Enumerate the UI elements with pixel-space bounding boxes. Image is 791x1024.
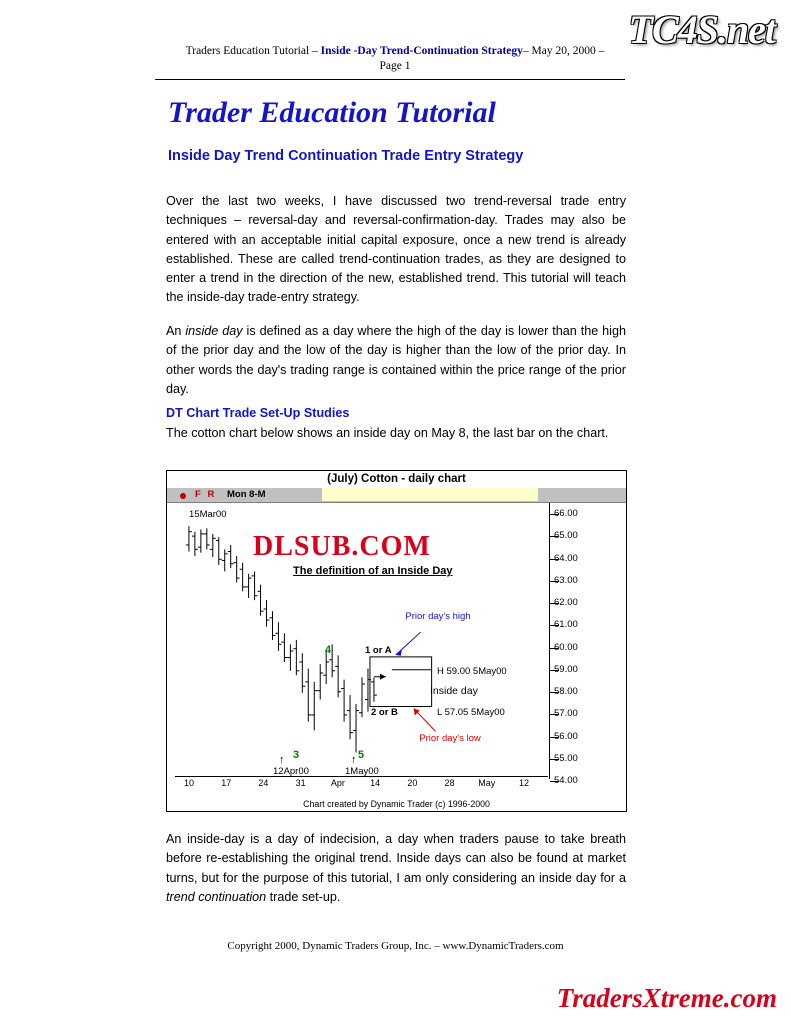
date-label-12apr00: 12Apr00 [273, 766, 309, 777]
header-divider [155, 79, 625, 80]
x-axis-tick: 20 [407, 778, 418, 788]
wave-label-3: 3 [293, 749, 300, 761]
chart-annotation-title: The definition of an Inside Day [293, 565, 453, 577]
watermark-top-right: TC4S.net [628, 7, 775, 52]
callout-low-value: L 57.05 5May00 [437, 707, 505, 718]
wave-label-1-or-a: 1 or A [365, 645, 392, 656]
paragraph-conclusion [166, 830, 626, 907]
wave-label-5: 5 [358, 749, 365, 761]
definition-rest: is defined as a day where the high of the day is lower than the high of the prior day and the low of the day is higher than the low of the prior day. In other words the day's trading range is contained within the price range of the prior day. [166, 324, 626, 396]
callout-inside-day: Inside day [430, 685, 478, 697]
chart-body [167, 503, 626, 811]
chart-date-readout: Mon 8-M [227, 489, 266, 500]
x-axis-tick: May [478, 778, 496, 788]
y-axis-tick: 57.00 [550, 708, 626, 719]
chart-title: (July) Cotton - daily chart [167, 471, 626, 489]
arrow-up-icon-apr: ↑ [279, 754, 285, 766]
paragraph-chart-intro: The cotton chart below shows an inside day on May 8, the last bar on the chart. [166, 426, 609, 440]
wave-label-2-or-b: 2 or B [371, 707, 398, 718]
arrow-up-icon-may: ↑ [351, 754, 357, 766]
header-emphasis: Inside -Day Trend-Continuation Strategy [320, 45, 523, 57]
chart-y-axis [549, 503, 626, 786]
definition-lead: An [166, 324, 186, 338]
chart-toolbar[interactable] [167, 488, 626, 503]
x-axis-tick: 10 [183, 778, 195, 788]
y-axis-tick: 64.00 [550, 553, 626, 564]
callout-prior-day-low: Prior day's low [419, 733, 481, 744]
chart-quote-field [322, 488, 538, 501]
y-axis-tick: 63.00 [550, 575, 626, 586]
y-axis-tick: 66.00 [550, 508, 626, 519]
chart-flag-label: F R [195, 489, 217, 500]
x-axis-tick: 24 [258, 778, 269, 788]
chart-x-axis [175, 776, 548, 789]
paragraph-definition [166, 322, 626, 399]
copyright-notice: Copyright 2000, Dynamic Traders Group, Inc. – www.DynamicTraders.com [227, 940, 564, 952]
date-label-15mar00: 15Mar00 [189, 509, 227, 520]
header-page-number: Page 1 [379, 60, 411, 72]
chart-plot-area [175, 503, 548, 779]
y-axis-tick: 55.00 [550, 753, 626, 764]
x-axis-tick: 17 [221, 778, 232, 788]
callout-high-value: H 59.00 5May00 [437, 666, 507, 677]
watermark-bottom-right: TradersXtreme.com [556, 983, 777, 1013]
y-axis-tick: 54.00 [550, 775, 626, 786]
record-dot-icon [180, 493, 186, 499]
conclusion-emphasis: trend continuation [166, 889, 267, 904]
page-title: Trader Education Tutorial [168, 96, 496, 129]
y-axis-tick: 61.00 [550, 619, 626, 630]
x-axis-tick: 14 [370, 778, 381, 788]
conclusion-part-b: trade set-up. [266, 889, 341, 904]
y-axis-tick: 56.00 [550, 731, 626, 742]
header-prefix: Traders Education Tutorial – [185, 45, 321, 57]
y-axis-tick: 62.00 [550, 597, 626, 608]
date-label-1may00: 1May00 [345, 766, 379, 777]
x-axis-tick: 28 [444, 778, 455, 788]
paragraph-intro: Over the last two weeks, I have discussed two trend-reversal trade entry techniques – reversal-day and reversal-confirmation-day. Trades may also be entered with an acceptable initial capital exposure, once a new trend is already established. These are called trend-continuation trades, as they are designed to enter a trend in the direction of the new, established trend. This tutorial will teach the inside-day trade-entry strategy. [166, 194, 626, 305]
header-suffix: – May 20, 2000 – [522, 45, 605, 57]
x-axis-tick: 31 [295, 778, 306, 788]
definition-emphasis: inside day [185, 324, 243, 338]
y-axis-tick: 60.00 [550, 642, 626, 653]
chart-footer: Chart created by Dynamic Trader (c) 1996-2000 [303, 799, 490, 809]
wave-label-4: 4 [325, 644, 332, 656]
callout-prior-day-high: Prior day's high [405, 611, 471, 622]
cotton-daily-chart [166, 470, 627, 812]
x-axis-tick: 12 [518, 778, 530, 788]
y-axis-tick: 59.00 [550, 664, 626, 675]
section-heading: DT Chart Trade Set-Up Studies [166, 406, 350, 420]
page-subtitle: Inside Day Trend Continuation Trade Entry Strategy [168, 148, 524, 164]
page-header [155, 44, 635, 74]
y-axis-tick: 58.00 [550, 686, 626, 697]
watermark-chart-overlay: DLSUB.COM [253, 531, 431, 562]
y-axis-tick: 65.00 [550, 530, 626, 541]
x-axis-tick: Apr [330, 778, 345, 788]
conclusion-part-a: An inside-day is a day of indecision, a day when traders pause to take breath before re-establishing the original trend. Inside days can also be found at market turns, but for the purpose of this tutorial, I am only considering an inside day for a [166, 832, 626, 885]
